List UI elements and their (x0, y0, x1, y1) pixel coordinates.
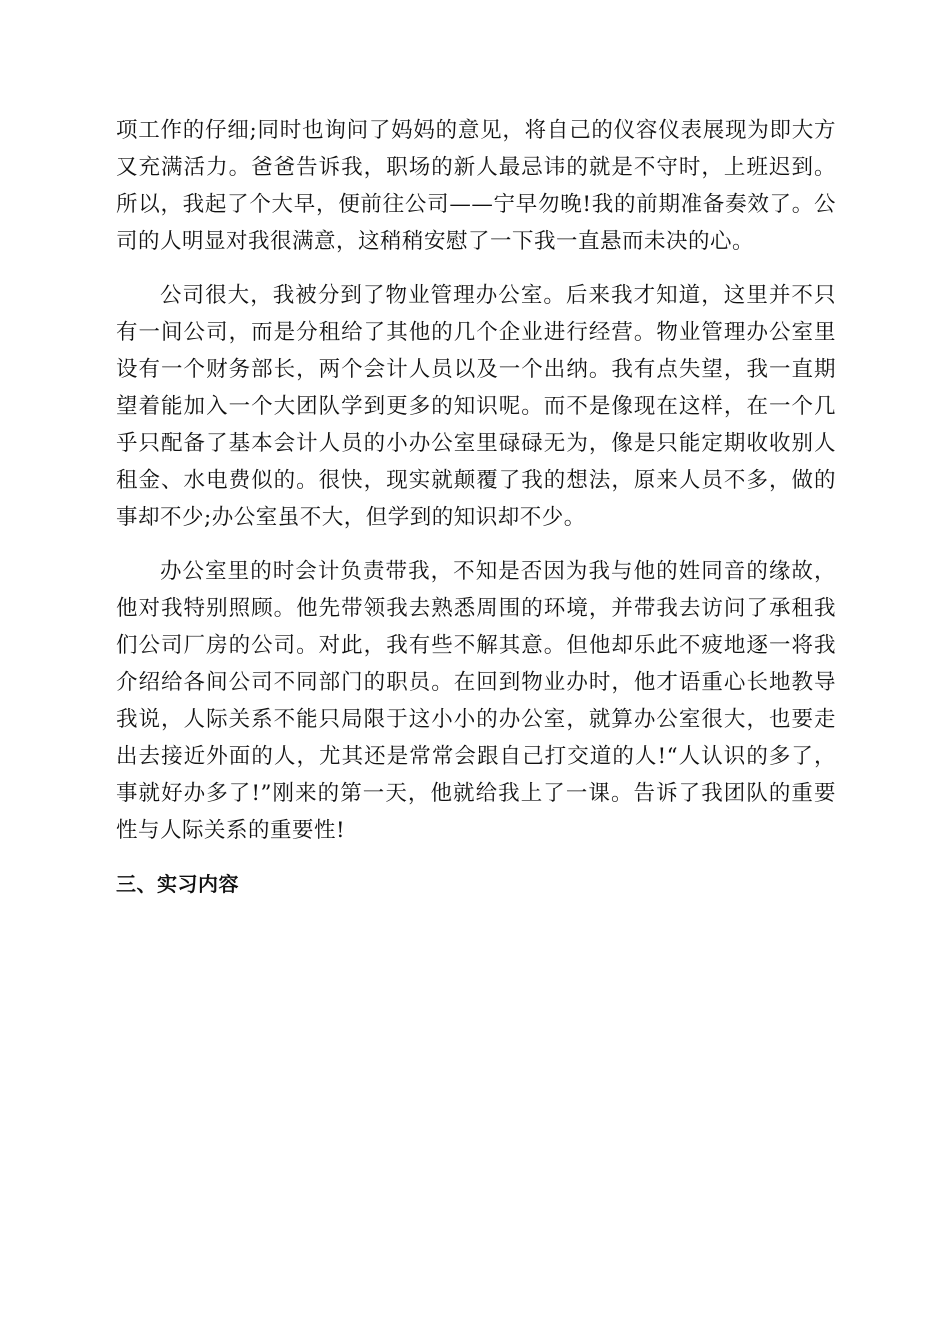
section-heading: 三、实习内容 (116, 872, 239, 896)
paragraph-continuation: 项工作的仔细;同时也询问了妈妈的意见，将自己的仪容仪表展现为即大方又充满活力。爸爸告诉我，职场的新人最忌讳的就是不守时，上班迟到。所以，我起了个大早，便前往公司——宁早勿晚!我的前期准备奏效了。公司的人明显对我很满意，这稍稍安慰了一下我一直悬而未决的心。 (116, 118, 836, 254)
paragraph-office-assignment: 公司很大，我被分到了物业管理办公室。后来我才知道，这里并不只有一间公司，而是分租给了其他的几个企业进行经营。物业管理办公室里设有一个财务部长，两个会计人员以及一个出纳。我有点失望，我一直期望着能加入一个大团队学到更多的知识呢。而不是像现在这样，在一个几乎只配备了基本会计人员的小办公室里碌碌无为，像是只能定期收收别人租金、水电费似的。很快，现实就颠覆了我的想法，原来人员不多，做的事却不少;办公室虽不大，但学到的知识却不少。 (116, 283, 836, 530)
document-body (116, 112, 836, 903)
paragraph-mentor: 办公室里的时会计负责带我，不知是否因为我与他的姓同音的缘故，他对我特别照顾。他先带领我去熟悉周围的环境，并带我去访问了承租我们公司厂房的公司。对此，我有些不解其意。但他却乐此不疲地逐一将我介绍给各间公司不同部门的职员。在回到物业办时，他才语重心长地教导我说，人际关系不能只局限于这小小的办公室，就算办公室很大，也要走出去接近外面的人，尤其还是常常会跟自己打交道的人!“人认识的多了，事就好办多了!”刚来的第一天，他就给我上了一课。告诉了我团队的重要性与人际关系的重要性! (116, 559, 836, 843)
